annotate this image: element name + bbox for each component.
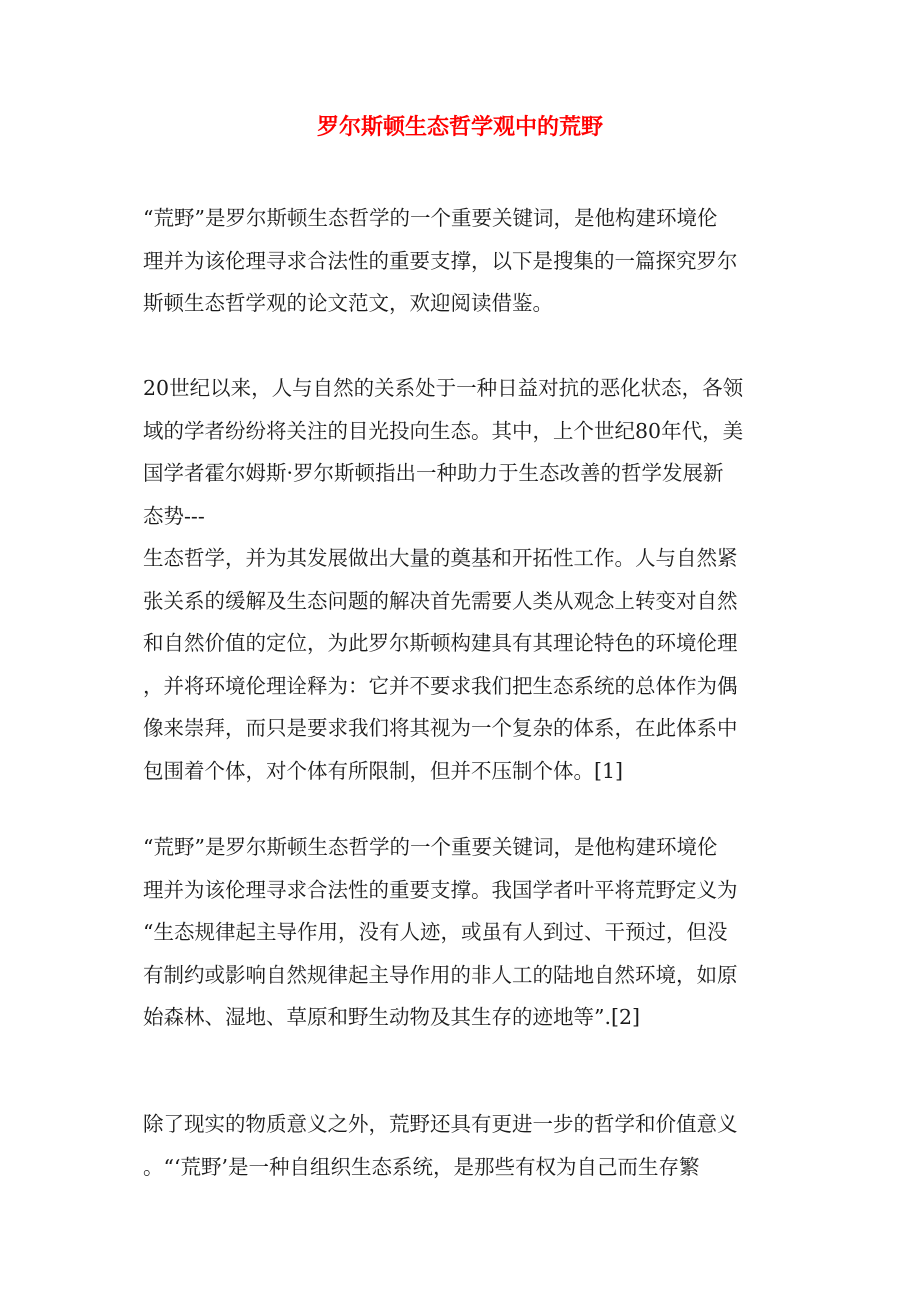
paragraph-line: “生态规律起主导作用，没有人迹，或虽有人到过、干预过，但没: [143, 920, 728, 944]
paragraph-3: [143, 826, 773, 1039]
paragraph-line: 斯顿生态哲学观的论文范文，欢迎阅读借鉴。: [143, 291, 553, 315]
paragraph-line: 生态哲学，并为其发展做出大量的奠基和开拓性工作。人与自然紧: [143, 546, 738, 570]
paragraph-2: [143, 367, 773, 792]
paragraph-line: 有制约或影响自然规律起主导作用的非人工的陆地自然环境，如原: [143, 962, 738, 987]
paragraph-line: 。“‘荒野’是一种自组织生态系统，是那些有权为自己而生存繁: [143, 1154, 700, 1179]
paragraph-line: 20世纪以来，人与自然的关系处于一种日益对抗的恶化状态，各领: [143, 376, 744, 400]
paragraph-line: 态势---: [143, 503, 205, 528]
paragraph-line: 理并为该伦理寻求合法性的重要支撑。我国学者叶平将荒野定义为: [143, 877, 738, 902]
document-title: 罗尔斯顿生态哲学观中的荒野: [316, 114, 603, 140]
paragraph-line: ，并将环境伦理诠释为：它并不要求我们把生态系统的总体作为偶: [143, 673, 738, 698]
paragraph-line: “荒野”是罗尔斯顿生态哲学的一个重要关键词，是他构建环境伦: [143, 206, 718, 230]
paragraph-line: 理并为该伦理寻求合法性的重要支撑，以下是搜集的一篇探究罗尔: [143, 248, 738, 273]
paragraph-1: [143, 197, 773, 325]
paragraph-line: 始森林、湿地、草原和野生动物及其生存的迹地等”.[2]: [143, 1005, 641, 1029]
paragraph-line: “荒野”是罗尔斯顿生态哲学的一个重要关键词，是他构建环境伦: [143, 835, 718, 859]
paragraph-line: 和自然价值的定位，为此罗尔斯顿构建具有其理论特色的环境伦理: [143, 631, 738, 655]
paragraph-line: 张关系的缓解及生态问题的解决首先需要人类从观念上转变对自然: [143, 588, 738, 613]
paragraph-4: [143, 1103, 773, 1188]
paragraph-line: 国学者霍尔姆斯·罗尔斯顿指出一种助力于生态改善的哲学发展新: [143, 461, 724, 485]
paragraph-line: 域的学者纷纷将关注的目光投向生态。其中，上个世纪80年代，美: [143, 418, 744, 443]
paragraph-line: 包围着个体，对个体有所限制，但并不压制个体。[1]: [143, 758, 624, 783]
paragraph-line: 像来崇拜，而只是要求我们将其视为一个复杂的体系，在此体系中: [143, 716, 738, 740]
paragraph-line: 除了现实的物质意义之外，荒野还具有更进一步的哲学和价值意义: [143, 1112, 738, 1136]
